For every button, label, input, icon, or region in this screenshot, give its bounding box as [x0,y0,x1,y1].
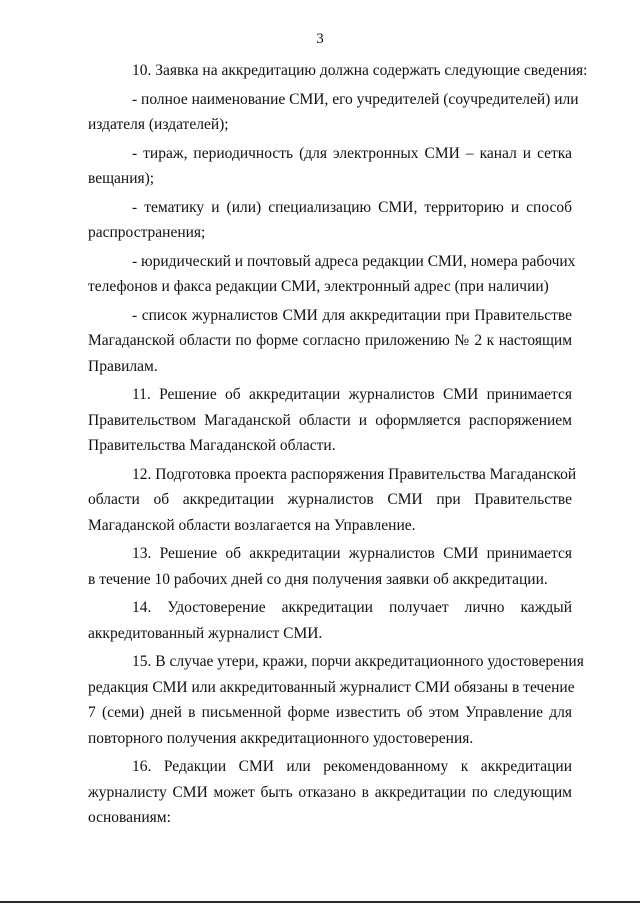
paragraph-p11 [88,382,572,459]
paragraph-line: 14. Удостоверение аккредитации получает лично каждый [132,599,572,616]
paragraph-line: - тематику и (или) специализацию СМИ, территорию и способ [132,198,572,216]
paragraph-line: Правительством Магаданской области и оформляется распоряжением [88,411,572,429]
paragraph-line: аккредитованный журналист СМИ. [88,624,323,642]
paragraph-line: - тираж, периодичность (для электронных СМИ – канал и сетка [132,144,572,162]
paragraph-line: издателя (издателей); [88,116,229,133]
paragraph-line: 16. Редакции СМИ или рекомендованному к аккредитации [132,758,572,775]
paragraph-line: Правилам. [88,357,158,375]
document-body [88,58,588,831]
paragraph-line: Магаданской области по форме согласно приложению № 2 к настоящим [88,332,572,349]
paragraph-line: 12. Подготовка проекта распоряжения Правительства Магаданской [132,465,577,483]
paragraph-line: - юридический и почтовый адреса редакции СМИ, номера рабочих [132,252,576,270]
paragraph-line: в течение 10 рабочих дней со дня получения заявки об аккредитации. [88,570,548,588]
paragraph-line: 13. Решение об аккредитации журналистов СМИ принимается [132,545,572,562]
paragraph-line: - список журналистов СМИ для аккредитации при Правительстве [132,306,572,324]
paragraph-line: основаниям: [88,809,171,826]
paragraph-line: телефонов и факса редакции СМИ, электронный адрес (при наличии) [88,278,549,295]
paragraph-line: 7 (семи) дней в письменной форме известить об этом Управление для [88,704,572,721]
paragraph-p15 [88,649,584,751]
paragraph-line: - полное наименование СМИ, его учредителей (соучредителей) или [132,90,579,108]
paragraph-line: редакция СМИ или аккредитованный журналист СМИ обязаны в течение [88,678,575,696]
paragraph-p10-item3 [88,195,572,246]
paragraph-p10-item2 [88,141,572,192]
paragraph-line: области об аккредитации журналистов СМИ при Правительстве [88,491,572,508]
paragraph-p16 [88,754,572,831]
paragraph-line: 11. Решение об аккредитации журналистов СМИ принимается [132,386,572,403]
paragraph-line: вещания); [88,170,155,187]
scan-bottom-edge [0,901,640,903]
paragraph-line: повторного получения аккредитационного удостоверения. [88,729,474,747]
paragraph-p10-item1 [88,87,579,138]
paragraph-p10-item5 [88,303,572,380]
paragraph-line: 10. Заявка на аккредитацию должна содержать следующие сведения: [132,62,588,79]
paragraph-line: Правительства Магаданской области. [88,437,336,454]
paragraph-line: журналисту СМИ может быть отказано в аккредитации по следующим [88,783,572,801]
paragraph-line: Магаданской области возлагается на Управление. [88,516,416,534]
paragraph-p12 [88,462,577,539]
paragraph-line: 15. В случае утери, кражи, порчи аккредитационного удостоверения [132,653,584,670]
page-number: 3 [316,31,324,47]
paragraph-line: распространения; [88,224,206,241]
paragraph-p13 [88,541,572,592]
paragraph-p10-item4 [88,249,576,300]
paragraph-p10 [88,58,588,84]
paragraph-p14 [88,595,572,646]
